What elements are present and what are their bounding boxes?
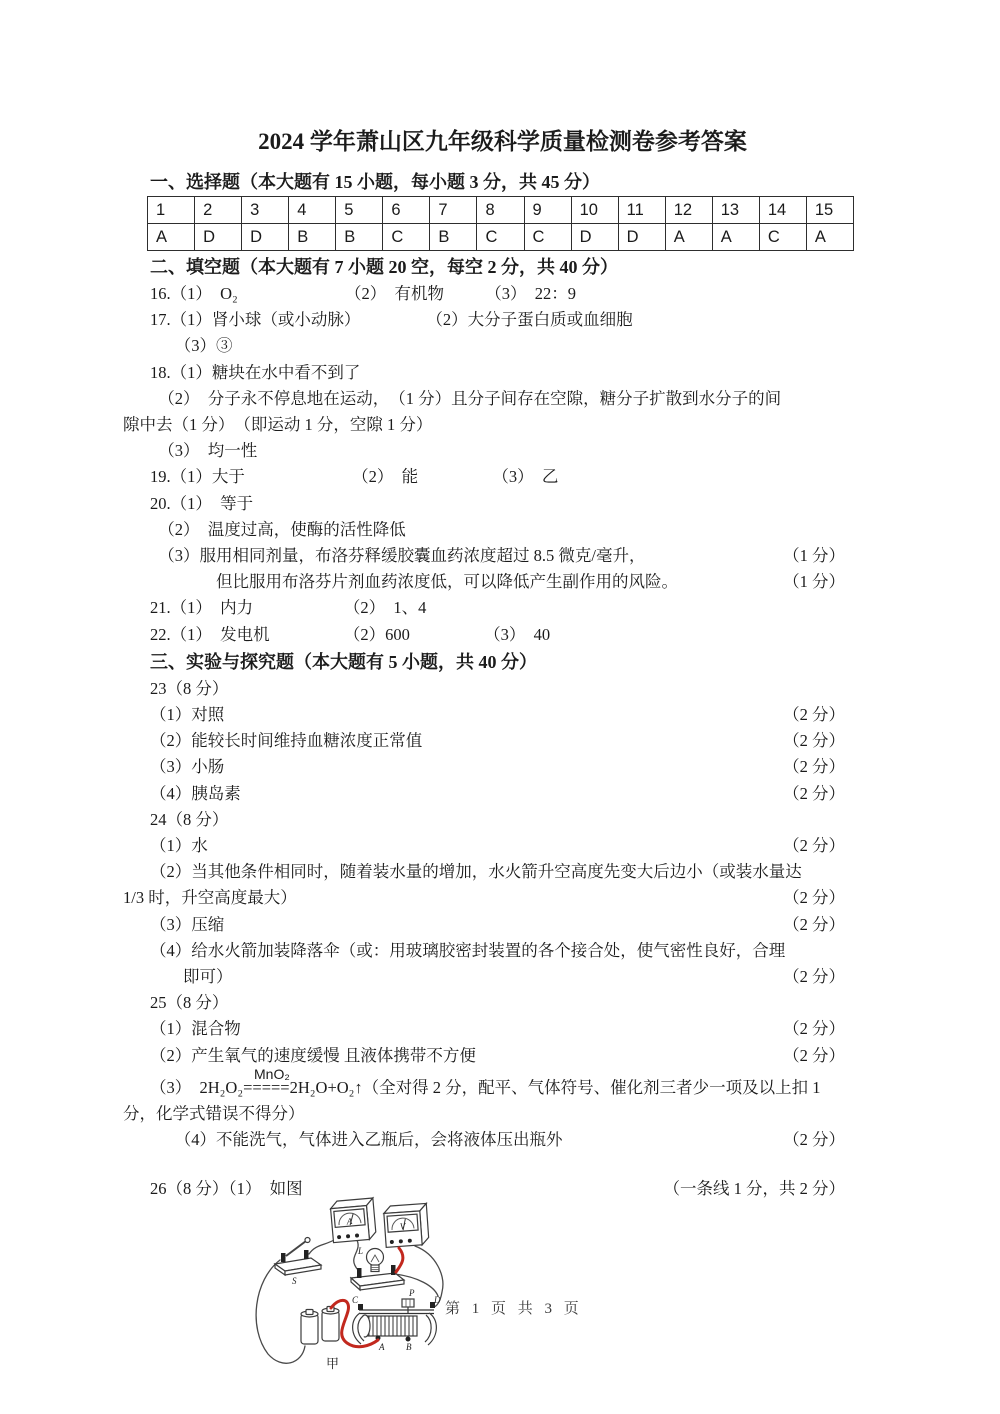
voltmeter	[383, 1203, 429, 1247]
answer-table	[147, 196, 854, 251]
answer-line	[150, 333, 855, 359]
table-row-numbers	[148, 197, 854, 224]
section2-heading: 二、填空题（本大题有 7 小题 20 空，每空 2 分，共 40 分）	[150, 257, 618, 277]
answer-line	[150, 386, 855, 412]
answer-line	[150, 281, 855, 307]
answer-text: （3）③	[150, 336, 233, 356]
answer-letter: D	[242, 224, 289, 251]
answer-letter: B	[430, 224, 477, 251]
score-label: （1 分）	[783, 546, 845, 566]
answer-text: （3）服用相同剂量，布洛芬释缓胶囊血药浓度超过 8.5 微克/毫升，	[150, 546, 646, 566]
score-label: （2 分）	[783, 967, 845, 987]
rheostat-slider-p: P	[409, 1288, 415, 1298]
question-number: 15	[806, 197, 853, 224]
red-wire-voltmeter-lamp	[396, 1248, 403, 1272]
answer-line	[150, 859, 855, 885]
answer-line	[123, 885, 855, 911]
section2-lines	[123, 281, 855, 648]
answer-line	[150, 702, 855, 728]
wire	[256, 1260, 305, 1363]
answer-letter: B	[336, 224, 383, 251]
ammeter-label: A	[346, 1215, 353, 1227]
score-label: （2 分）	[783, 1045, 845, 1065]
answer-line	[150, 1127, 855, 1153]
answer-line	[150, 438, 855, 464]
answer-line	[150, 622, 855, 648]
switch-label: S	[292, 1276, 297, 1286]
answer-text: 17.（1）肾小球（或小动脉） （2）大分子蛋白质或血细胞	[150, 310, 633, 330]
figure-caption: 甲	[326, 1356, 340, 1371]
section3-heading: 三、实验与探究题（本大题有 5 小题，共 40 分）	[150, 651, 537, 672]
question-number: 3	[242, 197, 289, 224]
answer-text: （3） 2H₂O₂=====2H₂O+O₂↑（全对得 2 分，配平、气体符号、催化剂三者少一项及以上扣 1	[150, 1077, 821, 1097]
rheostat	[352, 1288, 441, 1352]
answer-text: （2）当其他条件相同时，随着装水量的增加，水火箭升空高度先变大后边小（或装水量达	[150, 862, 802, 882]
answer-text: 分，化学式错误不得分）	[123, 1104, 305, 1124]
answer-text: （4）给水火箭加装降落伞（或：用玻璃胶密封装置的各个接合处，使气密性良好，合理	[150, 940, 786, 960]
section1-heading: 一、选择题（本大题有 15 小题，每小题 3 分，共 45 分）	[150, 172, 600, 192]
answer-text: （2） 分子永不停息地在运动， （1 分）且分子间存在空隙，糖分子扩散到水分子的间	[150, 388, 782, 408]
answer-line	[150, 728, 855, 754]
circuit-diagram	[248, 1194, 458, 1376]
voltmeter-label: V	[399, 1220, 406, 1232]
answer-line	[150, 912, 855, 938]
answer-line	[150, 781, 855, 807]
ammeter	[330, 1198, 376, 1243]
lamp	[351, 1246, 404, 1290]
answer-text: 18.（1）糖块在水中看不到了	[150, 362, 361, 382]
catalyst-label: MnO₂	[254, 1065, 290, 1082]
score-label: （2 分）	[783, 783, 845, 803]
answer-line	[150, 595, 855, 621]
answer-text: 26（8 分）（1） 如图	[150, 1178, 303, 1198]
answer-text: （4）胰岛素	[150, 783, 241, 803]
chemical-equation-line	[150, 1065, 855, 1101]
battery	[301, 1307, 339, 1345]
answer-text: （2） 温度过高，使酶的活性降低	[150, 519, 406, 539]
answer-line	[150, 517, 855, 543]
rheostat-terminal-b: B	[406, 1342, 412, 1352]
answer-line	[150, 1016, 855, 1042]
answer-text: （1）水	[150, 836, 208, 856]
answer-line	[150, 307, 855, 333]
answer-letter: A	[148, 224, 195, 251]
answer-text: （3）压缩	[150, 914, 225, 934]
answer-letter: A	[712, 224, 759, 251]
question-number: 2	[195, 197, 242, 224]
answer-line	[150, 543, 855, 569]
answer-text: （2）产生氧气的速度缓慢 且液体携带不方便	[150, 1045, 476, 1065]
answer-line	[150, 833, 855, 859]
answer-text: （1）混合物	[150, 1019, 241, 1039]
answer-text: 25（8 分）	[150, 993, 229, 1013]
rheostat-terminal-d: D	[434, 1295, 441, 1305]
answer-line	[150, 360, 855, 386]
answer-text: 隙中去（1 分） （即运动 1 分，空隙 1 分）	[123, 415, 433, 435]
answer-text: 即可）	[150, 967, 233, 987]
score-label: （2 分）	[783, 1019, 845, 1039]
answer-text: （3） 均一性	[150, 441, 258, 461]
question-number: 9	[524, 197, 571, 224]
page-number: 第 1 页 共 3 页	[445, 1301, 583, 1317]
answer-text: 23（8 分）	[150, 678, 229, 698]
question-number: 8	[477, 197, 524, 224]
answer-line	[150, 938, 855, 964]
score-label: （2 分）	[783, 731, 845, 751]
section3-lines	[123, 676, 855, 1154]
score-label: （2 分）	[783, 705, 845, 725]
answer-line	[150, 990, 855, 1016]
score-label: （2 分）	[783, 757, 845, 777]
answer-letter: D	[618, 224, 665, 251]
answer-letter: C	[759, 224, 806, 251]
wire	[309, 1239, 336, 1254]
table-row-answers	[148, 224, 854, 251]
answer-letter: A	[806, 224, 853, 251]
score-label: （2 分）	[783, 836, 845, 856]
score-label: （一条线 1 分，共 2 分）	[663, 1178, 845, 1198]
answer-letter: C	[383, 224, 430, 251]
question-number: 6	[383, 197, 430, 224]
answer-text: （3）小肠	[150, 757, 225, 777]
answer-text: 21.（1） 内力 （2） 1、4	[150, 598, 427, 618]
answer-line	[123, 1101, 855, 1127]
answer-text: 16.（1） O₂ （2） 有机物 （3） 22：9	[150, 284, 577, 303]
rheostat-terminal-a: A	[379, 1342, 385, 1352]
score-label: （1 分）	[783, 572, 845, 592]
answer-text: 20.（1） 等于	[150, 493, 254, 513]
answer-letter: A	[665, 224, 712, 251]
page-title: 2024 学年萧山区九年级科学质量检测卷参考答案	[258, 129, 747, 154]
answer-text: （1）对照	[150, 705, 225, 725]
answer-line	[150, 491, 855, 517]
answer-letter: B	[289, 224, 336, 251]
answer-text: （2）能较长时间维持血糖浓度正常值	[150, 731, 423, 751]
answer-letter: D	[571, 224, 618, 251]
question-number: 14	[759, 197, 806, 224]
score-label: （2 分）	[783, 1130, 845, 1150]
question-number: 4	[289, 197, 336, 224]
answer-line	[150, 754, 855, 780]
question-number: 7	[430, 197, 477, 224]
answer-text: 24（8 分）	[150, 809, 229, 829]
question-number: 1	[148, 197, 195, 224]
answer-line	[150, 464, 855, 490]
rheostat-terminal-c: C	[352, 1295, 359, 1305]
question-number: 10	[571, 197, 618, 224]
lamp-label: L	[358, 1246, 364, 1256]
answer-line	[123, 412, 855, 438]
question-number: 11	[618, 197, 665, 224]
answer-letter: C	[477, 224, 524, 251]
answer-text: （4）不能洗气，气体进入乙瓶后，会将液体压出瓶外	[150, 1130, 563, 1150]
answer-text: 1/3 时，升空高度最大）	[123, 888, 297, 908]
question-number: 5	[336, 197, 383, 224]
question-number: 13	[712, 197, 759, 224]
answer-line	[150, 807, 855, 833]
answer-line	[150, 964, 855, 990]
score-label: （2 分）	[783, 914, 845, 934]
question-number: 12	[665, 197, 712, 224]
answer-letter: D	[195, 224, 242, 251]
answer-text: 22.（1） 发电机 （2）600 （3） 40	[150, 624, 551, 644]
answer-text: 19.（1）大于 （2） 能 （3） 乙	[150, 467, 559, 487]
score-label: （2 分）	[783, 888, 845, 908]
answer-line	[150, 676, 855, 702]
answer-line	[150, 569, 855, 595]
switch	[275, 1238, 321, 1287]
answer-text: 但比服用布洛芬片剂血药浓度低，可以降低产生副作用的风险。	[150, 572, 678, 592]
answer-letter: C	[524, 224, 571, 251]
